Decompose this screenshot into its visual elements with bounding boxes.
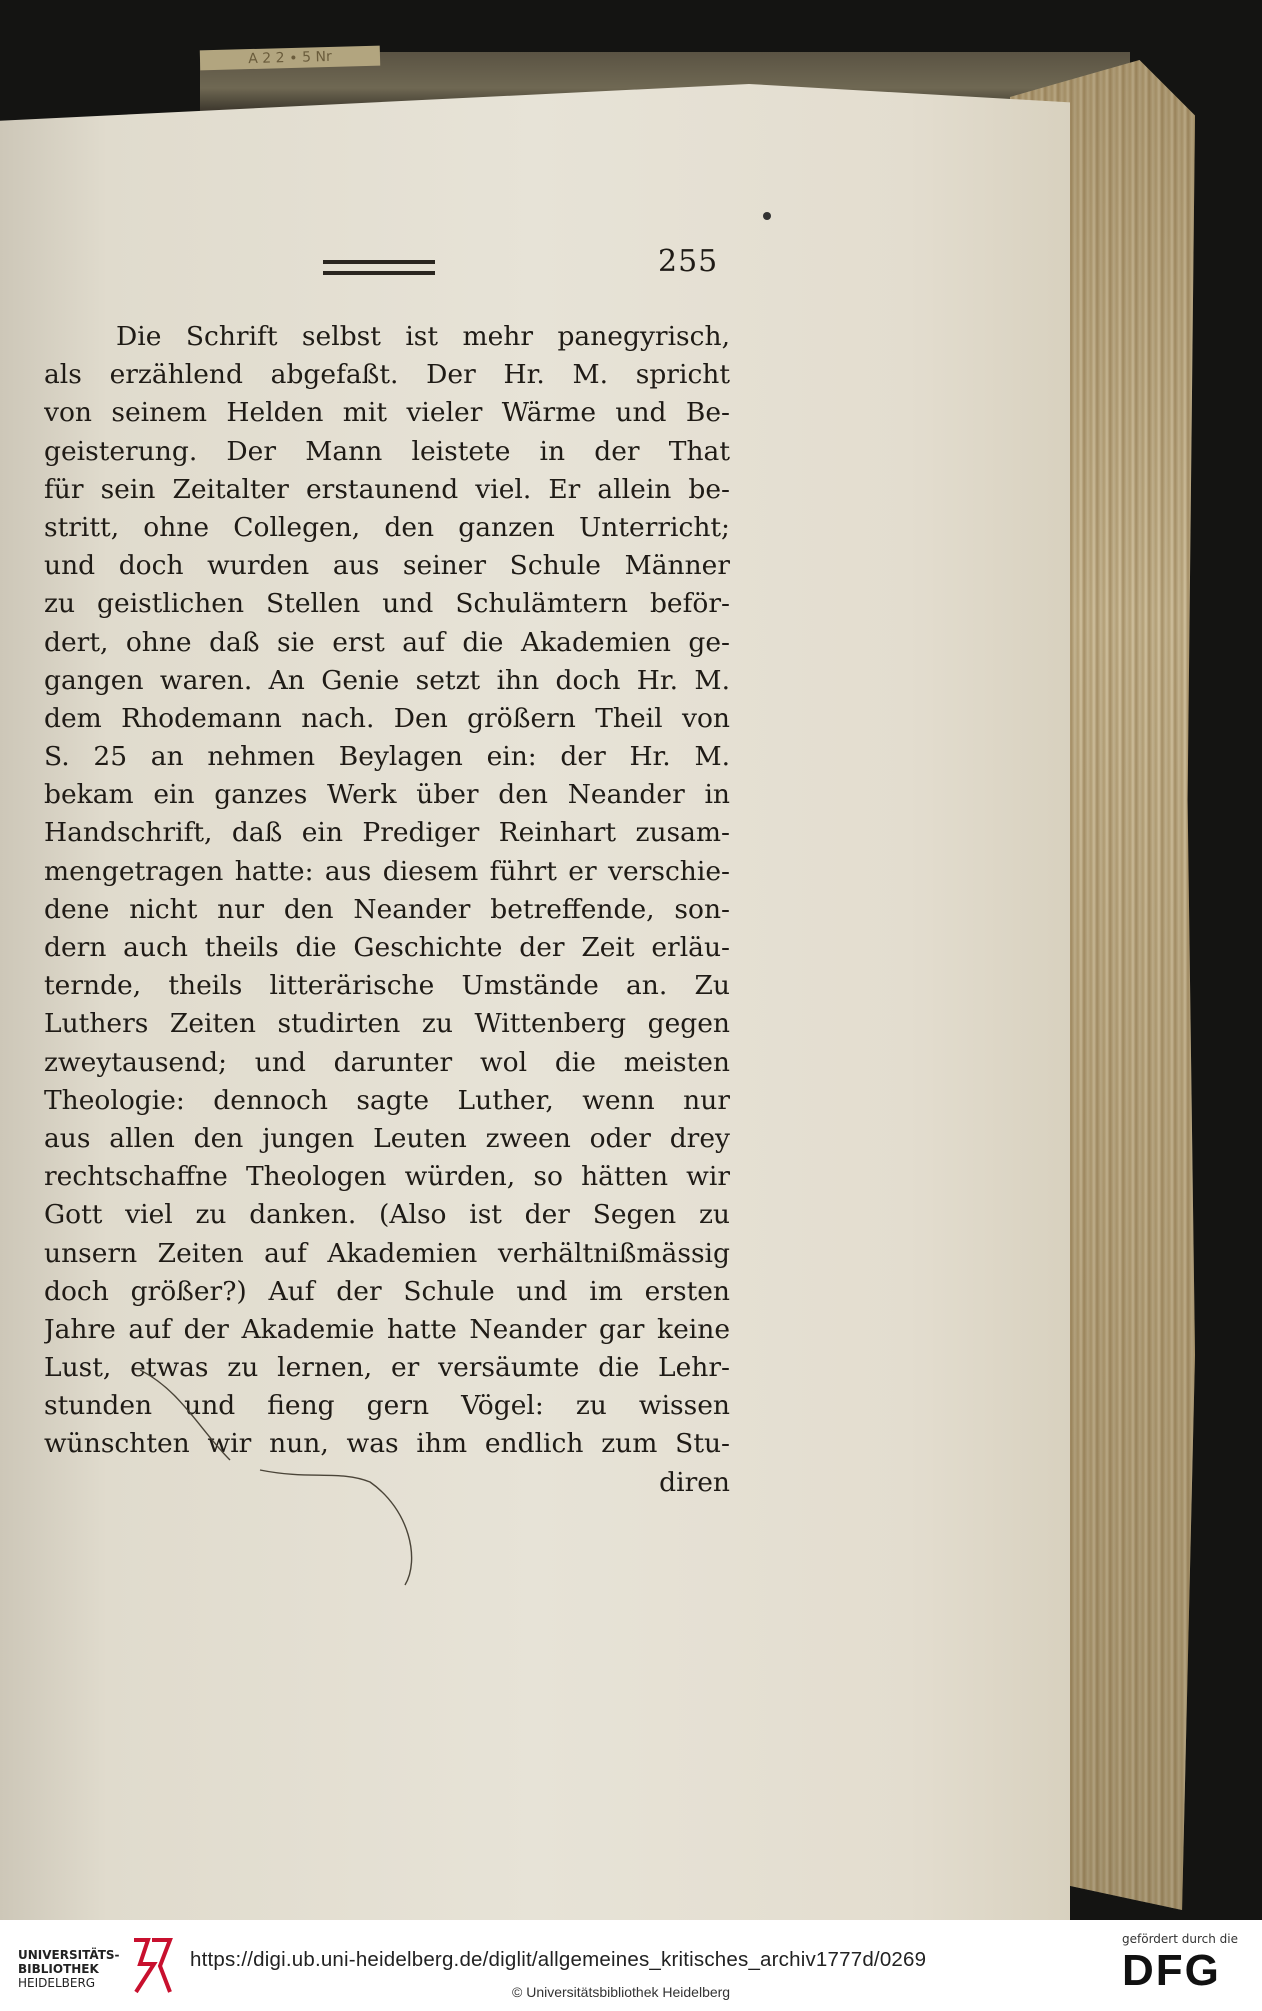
dfg-logo: DFG xyxy=(1122,1946,1221,1995)
text-line: doch größer?) Auf der Schule und im ersten xyxy=(44,1275,730,1307)
text-line: Lust, etwas zu lernen, er versäumte die Lehr- xyxy=(44,1352,730,1384)
text-line: Gott viel zu danken. (Also ist der Segen zu xyxy=(44,1199,730,1231)
library-name-line3: HEIDELBERG xyxy=(18,1976,96,1990)
text-line: Theologie: dennoch sagte Luther, wenn nur xyxy=(44,1084,730,1116)
library-name-line2: BIBLIOTHEK xyxy=(18,1962,99,1976)
library-name-line1: UNIVERSITÄTS- xyxy=(18,1948,120,1962)
text-line: gangen waren. An Genie setzt ihn doch Hr. M. xyxy=(44,664,730,696)
text-line: dene nicht nur den Neander betreffende, son- xyxy=(44,893,730,925)
text-line: Luthers Zeiten studirten zu Wittenberg gegen xyxy=(44,1008,730,1040)
text-line: zu geistlichen Stellen und Schulämtern beför- xyxy=(44,588,730,620)
page-number: 255 xyxy=(658,244,719,279)
text-line: Die Schrift selbst ist mehr panegyrisch, xyxy=(116,321,730,352)
ink-dot xyxy=(763,212,771,220)
text-line: und doch wurden aus seiner Schule Männer xyxy=(44,550,730,582)
text-line: stunden und fieng gern Vögel: zu wissen xyxy=(44,1390,730,1422)
text-line: unsern Zeiten auf Akademien verhältnißmässig xyxy=(44,1237,730,1269)
header-rule-bottom xyxy=(323,271,435,275)
text-line: rechtschaffne Theologen würden, so hätten wir xyxy=(44,1161,730,1193)
text-line: als erzählend abgefaßt. Der Hr. M. spricht xyxy=(44,359,730,391)
pencil-mark xyxy=(140,1370,440,1590)
text-line: bekam ein ganzes Werk über den Neander in xyxy=(44,779,730,811)
text-line: dert, ohne daß sie erst auf die Akademien ge- xyxy=(44,626,730,658)
text-line: dern auch theils die Geschichte der Zeit erläu- xyxy=(44,932,730,963)
text-line: mengetragen hatte: aus diesem führt er verschie- xyxy=(44,855,730,887)
text-line: dem Rhodemann nach. Den größern Theil von xyxy=(44,702,730,734)
document-url[interactable]: https://digi.ub.uni-heidelberg.de/diglit/allgemeines_kritisches_archiv1777d/0269 xyxy=(190,1948,927,1971)
text-line: für sein Zeitalter erstaunend viel. Er allein be- xyxy=(44,473,730,505)
text-line: stritt, ohne Collegen, den ganzen Unterricht; xyxy=(44,511,730,543)
text-line: Handschrift, daß ein Prediger Reinhart zusam- xyxy=(44,817,730,849)
catchword: diren xyxy=(659,1466,730,1498)
body-text xyxy=(44,318,730,1502)
viewer-footer xyxy=(0,1920,1262,2011)
text-line: von seinem Helden mit vieler Wärme und Be- xyxy=(44,397,730,429)
text-line: S. 25 an nehmen Beylagen ein: der Hr. M. xyxy=(44,741,730,773)
text-line: geisterung. Der Mann leistete in der That xyxy=(44,435,730,467)
funder-caption: gefördert durch die xyxy=(1122,1932,1238,1946)
header-rule-top xyxy=(323,260,435,264)
text-line: ternde, theils litterärische Umstände an. Zu xyxy=(44,970,730,1002)
library-name xyxy=(18,1948,120,1990)
library-logo-icon xyxy=(126,1934,176,1998)
copyright-notice: © Universitätsbibliothek Heidelberg xyxy=(512,1984,731,2000)
text-line: zweytausend; und darunter wol die meisten xyxy=(44,1046,730,1078)
text-line: wünschten wir nun, was ihm endlich zum Stu- xyxy=(44,1428,730,1460)
text-line: Jahre auf der Akademie hatte Neander gar keine xyxy=(44,1313,730,1345)
spine-label: A 2 2 ∙ 5 Nr xyxy=(200,46,380,71)
text-line: aus allen den jungen Leuten zween oder drey xyxy=(44,1122,730,1154)
